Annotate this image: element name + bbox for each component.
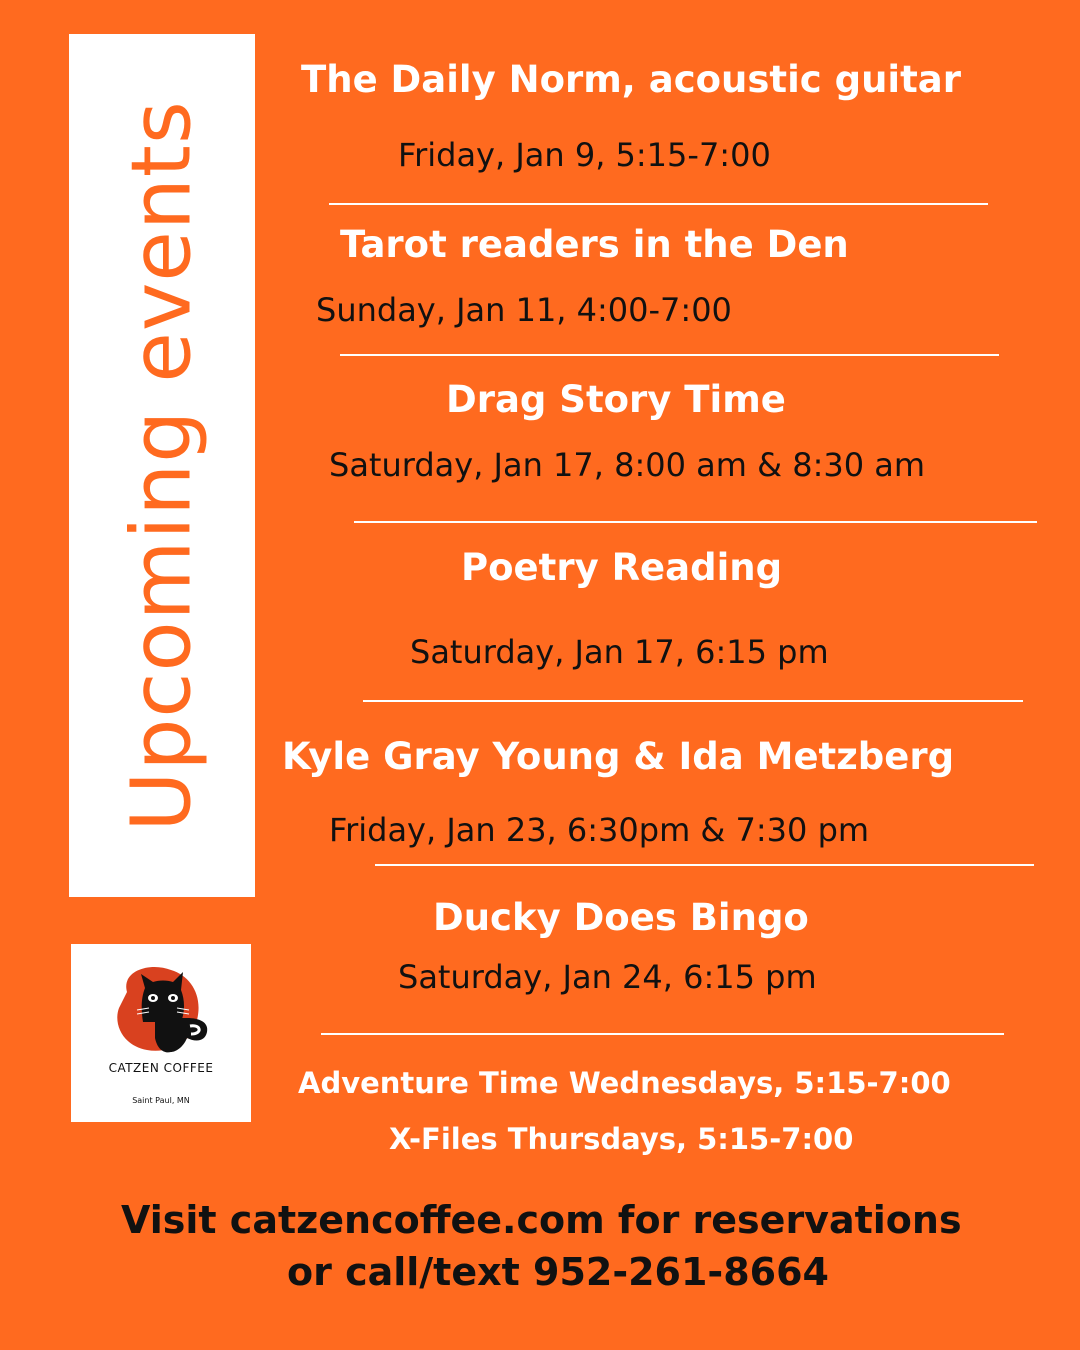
event-date: Sunday, Jan 11, 4:00-7:00 [316, 291, 732, 329]
logo-location: Saint Paul, MN [132, 1096, 190, 1105]
event-title: Ducky Does Bingo [433, 896, 809, 939]
logo-name: CATZEN COFFEE [108, 1061, 214, 1075]
cat-coffee-cup-icon [107, 962, 215, 1057]
event-title: Poetry Reading [461, 546, 783, 589]
divider [363, 700, 1023, 702]
logo-card [71, 944, 251, 1122]
footer-phone: or call/text 952-261-8664 [287, 1250, 829, 1294]
event-date: Friday, Jan 9, 5:15-7:00 [398, 136, 771, 174]
weekly-event: Adventure Time Wednesdays, 5:15-7:00 [298, 1066, 951, 1100]
divider [329, 203, 988, 205]
event-title: The Daily Norm, acoustic guitar [301, 58, 962, 101]
weekly-event: X-Files Thursdays, 5:15-7:00 [389, 1122, 854, 1156]
event-title: Drag Story Time [446, 378, 786, 421]
event-title: Tarot readers in the Den [340, 223, 849, 266]
sidebar-heading: Upcoming events [114, 100, 210, 832]
event-date: Friday, Jan 23, 6:30pm & 7:30 pm [329, 811, 870, 849]
footer-website: Visit catzencoffee.com for reservations [121, 1198, 962, 1242]
event-date: Saturday, Jan 24, 6:15 pm [398, 958, 817, 996]
event-date: Saturday, Jan 17, 8:00 am & 8:30 am [329, 446, 926, 484]
divider [375, 864, 1034, 866]
divider [321, 1033, 1004, 1035]
event-title: Kyle Gray Young & Ida Metzberg [282, 735, 955, 778]
divider [354, 521, 1037, 523]
event-date: Saturday, Jan 17, 6:15 pm [410, 633, 829, 671]
divider [340, 354, 999, 356]
